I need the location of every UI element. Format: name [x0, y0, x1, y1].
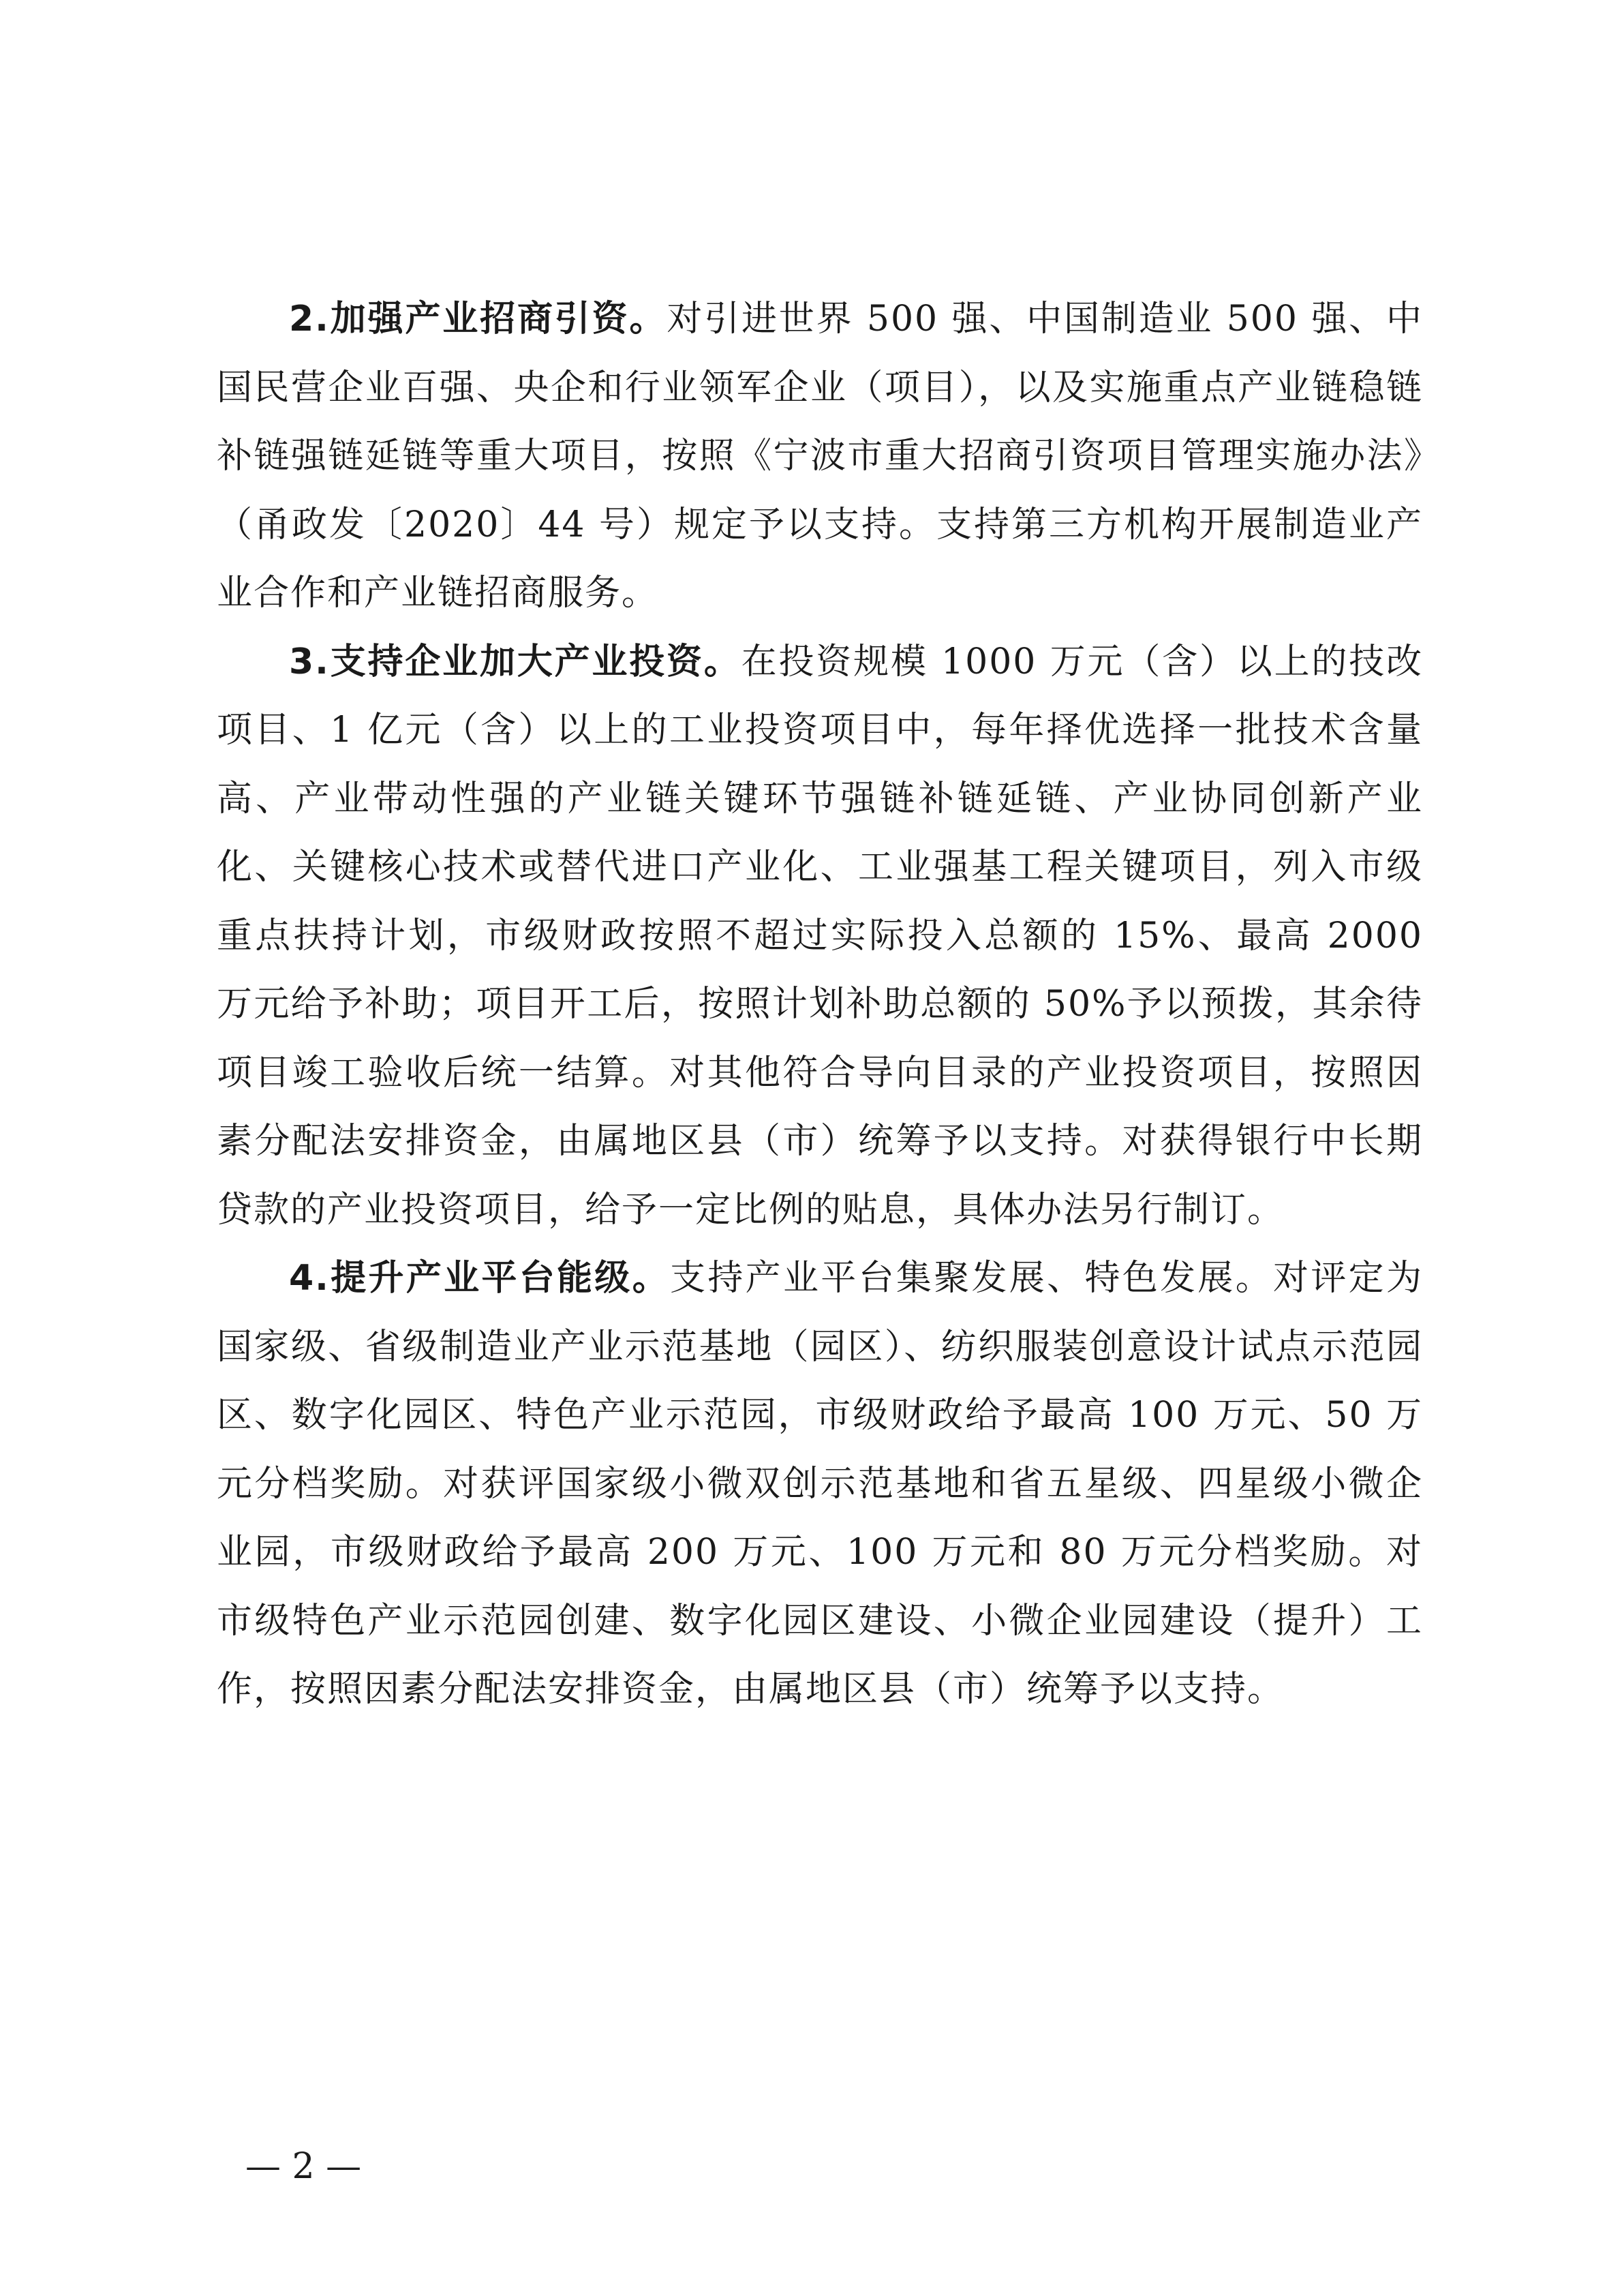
paragraph-heading: 2.加强产业招商引资。	[289, 299, 667, 339]
paragraph-text: 对引进世界 500 强、中国制造业 500 强、中国民营企业百强、央企和行业领军企业（项目），以及实施重点产业链稳链补链强链延链等重大项目，按照《宁波市重大招商引资项目管理实施办法》（甬政发〔2020〕44 号）规定予以支持。支持第三方机构开展制造业产业合作和产业链招商服务。	[217, 299, 1424, 614]
paragraph-text: 在投资规模 1000 万元（含）以上的技改项目、1 亿元（含）以上的工业投资项目中，每年择优选择一批技术含量高、产业带动性强的产业链关键环节强链补链延链、产业协同创新产业化、关键核心技术或替代进口产业化、工业强基工程关键项目，列入市级重点扶持计划，市级财政按照不超过实际投入总额的 15%、最高 2000 万元给予补助；项目开工后，按照计划补助总额的 50%予以预拨，其余待项目竣工验收后统一结算。对其他符合导向目录的产业投资项目，按照因素分配法安排资金，由属地区县（市）统筹予以支持。对获得银行中长期贷款的产业投资项目，给予一定比例的贴息，具体办法另行制订。	[217, 641, 1423, 1230]
paragraph-industrial-investment	[217, 628, 1423, 1245]
paragraph-text: 支持产业平台集聚发展、特色发展。对评定为国家级、省级制造业产业示范基地（园区）、纺织服装创意设计试点示范园区、数字化园区、特色产业示范园，市级财政给予最高 100 万元、50 万元分档奖励。对获评国家级小微双创示范基地和省五星级、四星级小微企业园，市级财政给予最高 200 万元、100 万元和 80 万元分档奖励。对市级特色产业示范园创建、数字化园区建设、小微企业园建设（提升）工作，按照因素分配法安排资金，由属地区县（市）统筹予以支持。	[217, 1258, 1423, 1710]
paragraph-investment-attraction	[217, 285, 1423, 628]
paragraph-heading: 3.支持企业加大产业投资。	[289, 641, 741, 682]
page-number: — 2 —	[245, 2146, 362, 2187]
document-body	[217, 285, 1423, 1724]
paragraph-industrial-platform	[217, 1244, 1423, 1724]
paragraph-heading: 4.提升产业平台能级。	[289, 1258, 671, 1299]
